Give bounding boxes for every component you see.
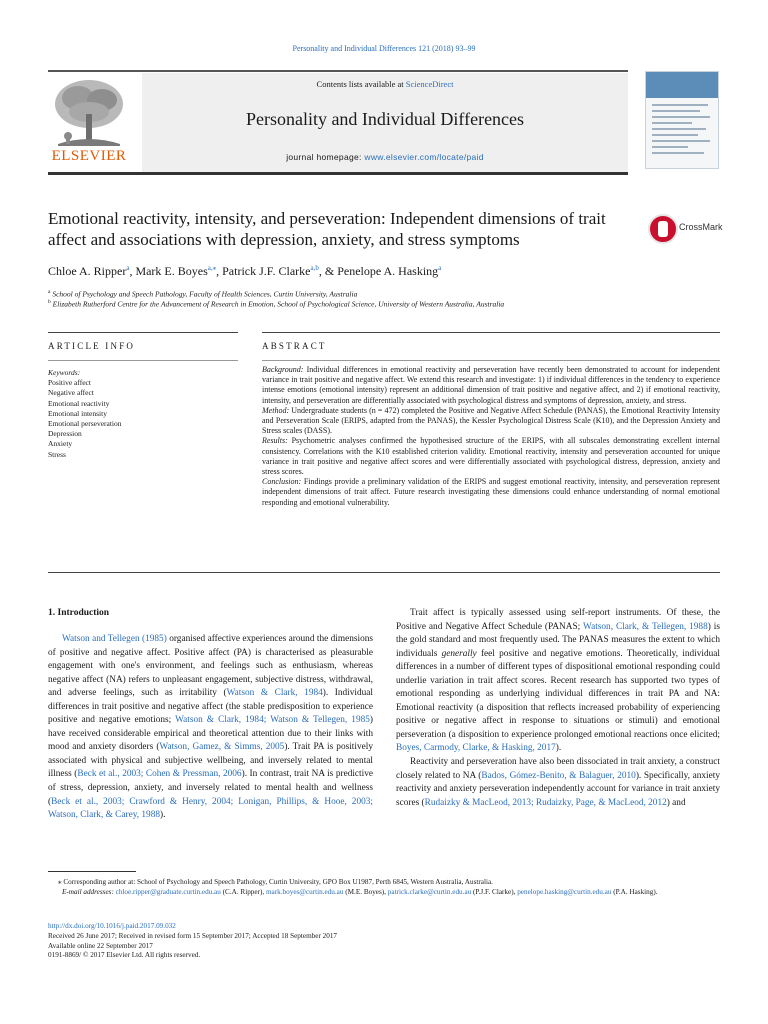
paragraph-text: ). [160, 810, 166, 821]
homepage-prefix: journal homepage: [286, 152, 365, 162]
abstract-heading: ABSTRACT [262, 341, 327, 351]
paragraph-text: ) have received considerable empirical and theoretical attention due to their links with mood and anxiety disorders ( [48, 715, 373, 753]
body-column-left [48, 633, 373, 823]
publication-details [48, 922, 648, 961]
email-addresses: E-mail addresses: chloe.ripper@graduate.curtin.edu.au (C.A. Ripper), mark.boyes@curtin.edu.au (M.E. Boyes), patrick.clarke@curtin.edu.au (P.J.F. Clarke), penelope.hasking@curtin.edu.au (P.A. Hasking). [62, 887, 658, 896]
paragraph-text: ) and [666, 797, 686, 808]
author-affiliation-link[interactable]: a [126, 264, 130, 272]
citation-link[interactable]: Watson, Clark, & Tellegen, 1988 [583, 621, 708, 632]
contents-available-line [142, 79, 628, 89]
citation-link[interactable]: Watson & Clark, 1984 [226, 688, 323, 699]
keyword: Emotional reactivity [48, 398, 110, 408]
author-separator: , [129, 264, 136, 278]
paragraph-text: ). [555, 743, 562, 754]
citation-link[interactable]: Beck et al., 2003; Cohen & Pressman, 2006 [77, 769, 242, 780]
author-affiliation-link[interactable]: a [438, 264, 442, 272]
abstract-background: Background: Individual differences in emotional reactivity and perseveration have recently been demonstrated to account for independent variance in trait positive and negative affect. We extend this research and investigate: 1) if individual differences in the tendency to experience intense emotions (emotional intensity) represent an additional dimension of trait positive and negative affect, and 2) if emotional reactivity, intensity, and perseveration are differentially associated with psychological distress and symptoms of depression, anxiety, and stress. [262, 365, 720, 405]
abstract-results: Results: Psychometric analyses confirmed the hypothesised structure of the ERIPS, with all subscales demonstrating excellent internal consistency. Correlations with the K10 established criterion validity. Emotional reactivity, intensity and perseveration accounted for unique variance in trait positive and negative affect scores and were differentially associated with psychological distress, depression, anxiety and stress scores. [262, 436, 720, 477]
email-link[interactable]: chloe.ripper@graduate.curtin.edu.au [115, 887, 221, 896]
paragraph-text: generally [441, 648, 477, 659]
paragraph-text: Trait affect is typically assessed using self-report instruments. Of these, the Positive and Negative Affect Schedule (PANAS; [396, 608, 720, 632]
keywords-list [48, 368, 238, 460]
paragraph-text: ). In contrast, trait NA is predictive of stress, depression, anxiety, and inversely related to mental health and wellness ( [48, 769, 373, 807]
footnotes [48, 878, 720, 898]
paragraph-text: feel positive and negative emotions. Theoretically, individual differences in a number of different types of dispositional emotional responding could underlie variation in trait affect scores. Recent research has supported two types of emotional responding as underlying individual differences in trait PA and NA: Emotional reactivity (a disposition that reflects increased probability of experiencing positive or negative affect in response to situations or stimuli) and emotional perseveration (a disposition to experience prolonged emotional reactions once elicited; [396, 648, 720, 740]
copyright-line: 0191-8869/ © 2017 Elsevier Ltd. All rights reserved. [48, 951, 201, 960]
paragraph-text: ). Individual differences in trait positive and negative affect (the stable predisposition to experience positive and negative emotions; [48, 688, 373, 726]
email-link[interactable]: mark.boyes@curtin.edu.au [265, 887, 344, 896]
keyword: Emotional intensity [48, 408, 107, 418]
crossmark-badge[interactable] [648, 214, 728, 244]
article-title: Emotional reactivity, intensity, and perseveration: Independent dimensions of trait affect and associations with depression, anxiety, and stress symptoms [48, 209, 606, 249]
abstract-method: Method: Undergraduate students (n = 472) completed the Positive and Negative Affect Schedule (PANAS), the Emotional Reactivity Intensity and Perseveration Scale (ERIPS, adapted from the PANAS), the Kessler Psychological Distress Scale (K10), and the Depression Anxiety and Stress scales (DASS). [262, 405, 721, 436]
divider [262, 332, 720, 333]
paragraph-text: ) is the gold standard and most frequently used. The PANAS measures the extent to which individuals [396, 621, 721, 659]
citation-link[interactable]: Rudaizky & MacLeod, 2013; Rudaizky, Page, & MacLeod, 2012 [424, 797, 667, 808]
author-separator: , [216, 264, 223, 278]
email-link[interactable]: penelope.hasking@curtin.edu.au [517, 887, 612, 896]
keyword: Stress [48, 449, 66, 459]
banner-bottom-rule [48, 172, 628, 175]
author-name: Chloe A. Ripper [48, 264, 127, 278]
affiliation-b: $^b$ Elizabeth Rutherford Centre for the Advancement of Research in Emotion, School of Psychological Science, University of Western Australia, Australia [48, 299, 505, 309]
article-info-heading: ARTICLE INFO [48, 341, 136, 351]
paragraph [48, 633, 373, 823]
citation-link[interactable]: Watson & Clark, 1984; Watson & Tellegen, 1985 [175, 715, 370, 726]
section-heading-introduction: 1. Introduction [48, 608, 110, 618]
available-online-date: Available online 22 September 2017 [48, 941, 153, 950]
body-column-right [396, 607, 720, 810]
abstract-conclusion: Conclusion: Findings provide a preliminary validation of the ERIPS and suggest emotional reactivity, intensity, and perseveration represent independent dimensions of trait affect. Future research investigating these dimensions could enhance understanding of normal emotional responding and emotional vulnerability. [262, 477, 720, 507]
paragraph [396, 607, 720, 756]
journal-homepage-link[interactable]: www.elsevier.com/locate/paid [364, 152, 484, 162]
contents-prefix: Contents lists available at [316, 79, 406, 89]
author-name: Mark E. Boyes [135, 264, 208, 278]
sciencedirect-link[interactable]: ScienceDirect [405, 79, 454, 89]
author-separator: , & [318, 264, 338, 278]
journal-homepage-line [142, 152, 628, 162]
paragraph-text: Reactivity and perseveration have also been dissociated in trait anxiety, a construct closely related to NA ( [396, 757, 720, 781]
author-affiliation-link[interactable]: a,b [310, 264, 319, 272]
author-list [48, 264, 441, 279]
keyword: Positive affect [48, 378, 91, 388]
author-affiliation-link[interactable]: a,⁎ [207, 264, 217, 272]
divider [48, 572, 720, 573]
email-label: E-mail addresses: [62, 887, 114, 896]
journal-title: Personality and Individual Differences [245, 109, 525, 129]
doi-link[interactable]: http://dx.doi.org/10.1016/j.paid.2017.09.032 [48, 922, 176, 930]
crossmark-label: CrossMark [679, 222, 723, 232]
keyword: Depression [48, 429, 82, 439]
banner-top-rule [48, 70, 628, 72]
affiliation-a: $^a$ School of Psychology and Speech Pathology, Faculty of Health Sciences, Curtin University, Australia [48, 289, 358, 299]
citation-link[interactable]: Watson, Gamez, & Simms, 2005 [159, 742, 285, 753]
divider [48, 332, 238, 333]
crossmark-icon [648, 214, 678, 244]
citation-link[interactable]: Watson and Tellegen (1985) [62, 634, 167, 644]
citation-link[interactable]: Beck et al., 2003; Crawford & Henry, 2004; Lonigan, Phillips, & Hooe, 2003; Watson, Clark, & Carey, 1988 [48, 796, 373, 821]
citation-link[interactable]: Boyes, Carmody, Clarke, & Hasking, 2017 [396, 743, 556, 754]
running-head[interactable]: Personality and Individual Differences 121 (2018) 93–99 [292, 44, 476, 53]
received-dates: Received 26 June 2017; Received in revised form 15 September 2017; Accepted 18 September 2017 [48, 931, 338, 940]
paragraph-text: ). Specifically, anxiety reactivity and anxiety perseveration independently account for variance in trait anxiety scores ( [396, 770, 720, 808]
keyword: Anxiety [48, 439, 73, 449]
divider [262, 360, 720, 361]
elsevier-wordmark: ELSEVIER [51, 148, 127, 164]
footnote-rule [48, 871, 136, 872]
email-link[interactable]: patrick.clarke@curtin.edu.au [387, 887, 472, 896]
citation-link[interactable]: Bados, Gómez-Benito, & Balaguer, 2010 [481, 770, 636, 781]
abstract-text [262, 365, 720, 508]
keywords-label: Keywords: [48, 368, 81, 377]
journal-cover-thumbnail[interactable] [645, 71, 719, 169]
author-name: Patrick J.F. Clarke [222, 264, 311, 278]
paragraph-text: organised affective experiences around the dimensions of positive and negative affect. Positive affect (PA) is characterised as pleasurable engagement with one's environment, and feelings such as enthusiasm, whereas negative affect (NA) refers to unpleasant engagement, subjective distress, withdrawal, and adverse feelings, such as irritability ( [48, 634, 373, 699]
author-name: Penelope A. Hasking [337, 264, 439, 278]
paragraph-text: ). Trait PA is positively associated with physical and subjective wellbeing, and inversely related to mental illness ( [48, 742, 373, 780]
paragraph [396, 756, 720, 810]
corresponding-author-note: ⁎ Corresponding author at: School of Psychology and Speech Pathology, Curtin University, GPO Box U1987, Perth 6845, Western Australia, Australia. [58, 878, 493, 886]
keyword: Emotional perseveration [48, 419, 122, 429]
divider [48, 360, 238, 361]
keyword: Negative affect [48, 388, 94, 398]
